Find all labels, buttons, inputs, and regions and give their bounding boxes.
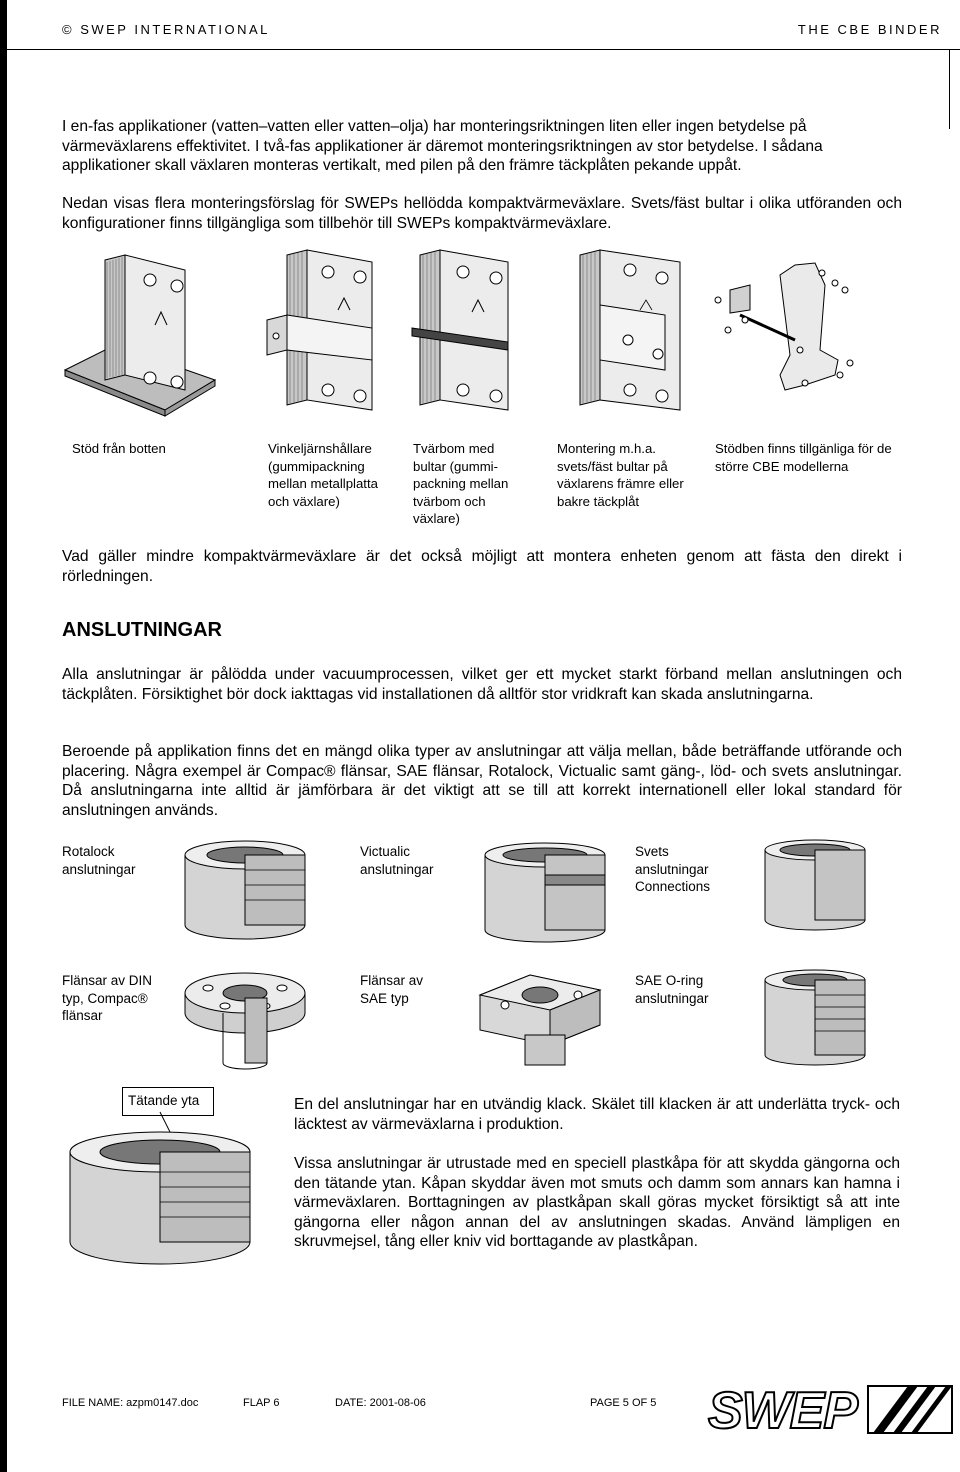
label-svets: Svets anslutningar Connections [635,844,711,894]
header-right: THE CBE BINDER [797,22,942,37]
sae-oring-connection-illustration [760,965,870,1075]
bottom-paragraph-1: En del anslutningar har en utvändig klack. Skälet till klacken är att underlätta tryck- och läcktest av värmeväxlarna i produktion. [294,1096,900,1133]
header-right-rule [949,49,950,129]
intro-paragraph-2: Nedan visas flera monteringsförslag för SWEPs hellödda kompaktvärmeväxlare. Svets/fäst bultar i olika utföranden och konfigurationer finns tillgängliga som tillbehör till SWEPs kompaktvärmeväxlare. [62,195,902,232]
footer-page: PAGE 5 OF 5 [590,1397,657,1409]
sae-flange-illustration [470,965,610,1075]
label-sae-oring: SAE O-ring anslutningar [635,973,709,1006]
label-sealing-surface: Tätande yta [128,1093,200,1108]
svets-connection-illustration [760,835,870,935]
rotalock-connection-illustration [180,835,310,945]
header-left: © SWEP INTERNATIONAL [62,22,270,37]
bottom-paragraph-2: Vissa anslutningar är utrustade med en speciell plastkåpa för att skydda gängorna och den tätande ytan. Kåpan skyddar även mot smuts och damm som annars kan hamna i värmeväxlaren. Borttagningen av plastkåpan skall göras mycket försiktigt så att inte gängorna eller någon annan del av anslutningen skadas. Använd lämpligen en skruvmejsel, tång eller kniv vid borttagande av plastkåpan. [294,1155,900,1250]
mounting-support-leg-illustration [710,255,870,405]
svg-text:SWEP: SWEP [708,1382,858,1440]
mounting-angle-bracket-illustration [262,250,382,420]
mounting-bottom-support-illustration [55,250,225,420]
label-rotalock: Rotalock anslutningar [62,844,136,877]
section-paragraph-2: Beroende på applikation finns det en mängd olika typer av anslutningar att välja mellan, både beträffande utförande och placering. Några exempel är Compac® flänsar, SAE flänsar, Rotalock, Victualic samt gäng-, löd- och svets anslutningar. Då anslutningarna inte alltid är jämförbara är det viktigt att se till att korrekt internationell eller lokal standard för anslutningen används. [62,743,902,819]
victualic-connection-illustration [480,835,610,945]
caption-cross-beam: Tvärbom med bultar (gummi-packning mellan tvärbom och växlare) [413,441,509,526]
label-sae-flange: Flänsar av SAE typ [360,973,424,1006]
section-paragraph-1: Alla anslutningar är pålödda under vacuumprocessen, vilket ger ett mycket starkt förband mellan anslutningen och täckplåten. Försiktighet bör dock iakttagas vid installationen då alltför stor vridkraft kan skada anslutningarna. [62,666,902,703]
mounting-cross-beam-illustration [408,250,518,420]
footer-flap: FLAP 6 [243,1397,280,1409]
swep-logo [708,1378,953,1440]
caption-angle-bracket: Vinkeljärnshållare (gummipackning mellan metallplatta och växlare) [268,441,378,509]
binder-edge-left [0,0,7,1472]
label-victualic: Victualic anslutningar [360,844,434,877]
intro-paragraph-1: I en-fas applikationer (vatten–vatten eller vatten–olja) har monteringsriktningen liten eller ingen betydelse på värmeväxlarens effektivitet. I två-fas applikationer är däremot monteringsriktningen av stor betydelse. I sådana applikationer skall växlaren monteras vertikalt, med pilen på den främre täckplåten pekande uppåt. [62,118,823,174]
section-title: ANSLUTNINGAR [62,619,222,641]
caption-welded-studs: Montering m.h.a. svets/fäst bultar på växlarens främre eller bakre täckplåt [557,441,684,509]
pipe-mount-note: Vad gäller mindre kompaktvärmeväxlare är det också möjligt att montera enheten genom att fästa den direkt i rörledningen. [62,548,902,585]
caption-bottom-support: Stöd från botten [72,441,166,456]
mounting-welded-studs-illustration [570,250,695,420]
label-din-flange: Flänsar av DIN typ, Compac® flänsar [62,973,153,1023]
footer-left-bar [0,1418,7,1472]
caption-support-leg: Stödben finns tillgänliga för de större CBE modellerna [715,441,892,474]
sealing-surface-illustration [60,1112,280,1272]
footer-date: DATE: 2001-08-06 [335,1397,426,1409]
din-flange-illustration [180,968,310,1078]
header-rule [7,49,960,50]
footer-file-name: FILE NAME: azpm0147.doc [62,1397,199,1409]
